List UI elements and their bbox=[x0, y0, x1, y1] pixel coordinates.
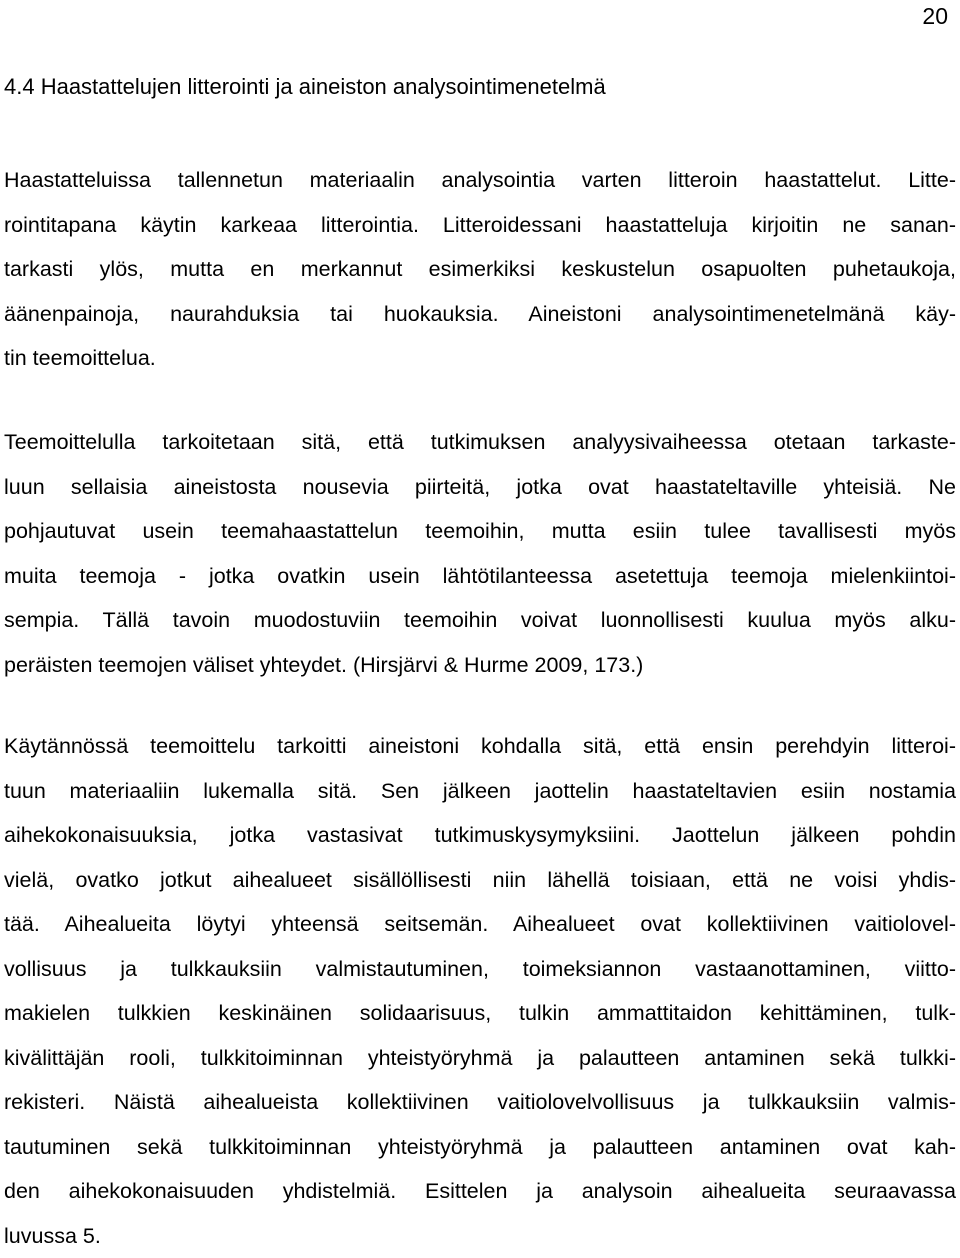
text-line: Teemoittelulla tarkoitetaan sitä, että tutkimuksen analyysivaiheessa otetaan tarkaste- bbox=[4, 420, 956, 465]
text-line: Haastatteluissa tallennetun materiaalin analysointia varten litteroin haastattelut. Litte- bbox=[4, 158, 956, 203]
paragraph-1 bbox=[4, 158, 956, 381]
text-line: vollisuus ja tulkkauksiin valmistautuminen, toimeksiannon vastaanottaminen, viitto- bbox=[4, 947, 956, 992]
text-line: muita teemoja - jotka ovatkin usein lähtötilanteessa asetettuja teemoja mielenkiintoi- bbox=[4, 554, 956, 599]
text-line: pohjautuvat usein teemahaastattelun teemoihin, mutta esiin tulee tavallisesti myös bbox=[4, 509, 956, 554]
paragraph-3 bbox=[4, 724, 956, 1258]
text-line: den aihekokonaisuuden yhdistelmiä. Esittelen ja analysoin aihealueita seuraavassa bbox=[4, 1169, 956, 1214]
text-line: vielä, ovatko jotkut aihealueet sisällöllisesti niin lähellä toisiaan, että ne voisi yhdis- bbox=[4, 858, 956, 903]
paragraph-2 bbox=[4, 420, 956, 687]
section-heading: 4.4 Haastattelujen litterointi ja aineiston analysointimenetelmä bbox=[4, 72, 606, 102]
text-line: rekisteri. Näistä aihealueista kollektiivinen vaitiolovelvollisuus ja tulkkauksiin valmis- bbox=[4, 1080, 956, 1125]
text-line: rointitapana käytin karkeaa litterointia. Litteroidessani haastatteluja kirjoitin ne sanan- bbox=[4, 203, 956, 248]
text-line: sempia. Tällä tavoin muodostuviin teemoihin voivat luonnollisesti kuulua myös alku- bbox=[4, 598, 956, 643]
text-line: tarkasti ylös, mutta en merkannut esimerkiksi keskustelun osapuolten puhetaukoja, bbox=[4, 247, 956, 292]
text-line: aihekokonaisuuksia, jotka vastasivat tutkimuskysymyksiini. Jaottelun jälkeen pohdin bbox=[4, 813, 956, 858]
text-line: makielen tulkkien keskinäinen solidaarisuus, tulkin ammattitaidon kehittäminen, tulk- bbox=[4, 991, 956, 1036]
page-number: 20 bbox=[922, 2, 948, 30]
text-line: tautuminen sekä tulkkitoiminnan yhteistyöryhmä ja palautteen antaminen ovat kah- bbox=[4, 1125, 956, 1170]
text-line: luun sellaisia aineistosta nousevia piirteitä, jotka ovat haastateltaville yhteisiä. Ne bbox=[4, 465, 956, 510]
text-line: tuun materiaaliin lukemalla sitä. Sen jälkeen jaottelin haastateltavien esiin nostamia bbox=[4, 769, 956, 814]
text-line: peräisten teemojen väliset yhteydet. (Hirsjärvi & Hurme 2009, 173.) bbox=[4, 643, 956, 688]
text-line: kivälittäjän rooli, tulkkitoiminnan yhteistyöryhmä ja palautteen antaminen sekä tulkki- bbox=[4, 1036, 956, 1081]
text-line: luvussa 5. bbox=[4, 1214, 956, 1258]
text-line: tin teemoittelua. bbox=[4, 336, 956, 381]
text-line: Käytännössä teemoittelu tarkoitti aineistoni kohdalla sitä, että ensin perehdyin litteroi- bbox=[4, 724, 956, 769]
text-line: äänenpainoja, naurahduksia tai huokauksia. Aineistoni analysointimenetelmänä käy- bbox=[4, 292, 956, 337]
text-line: tää. Aihealueita löytyi yhteensä seitsemän. Aihealueet ovat kollektiivinen vaitiolovel- bbox=[4, 902, 956, 947]
